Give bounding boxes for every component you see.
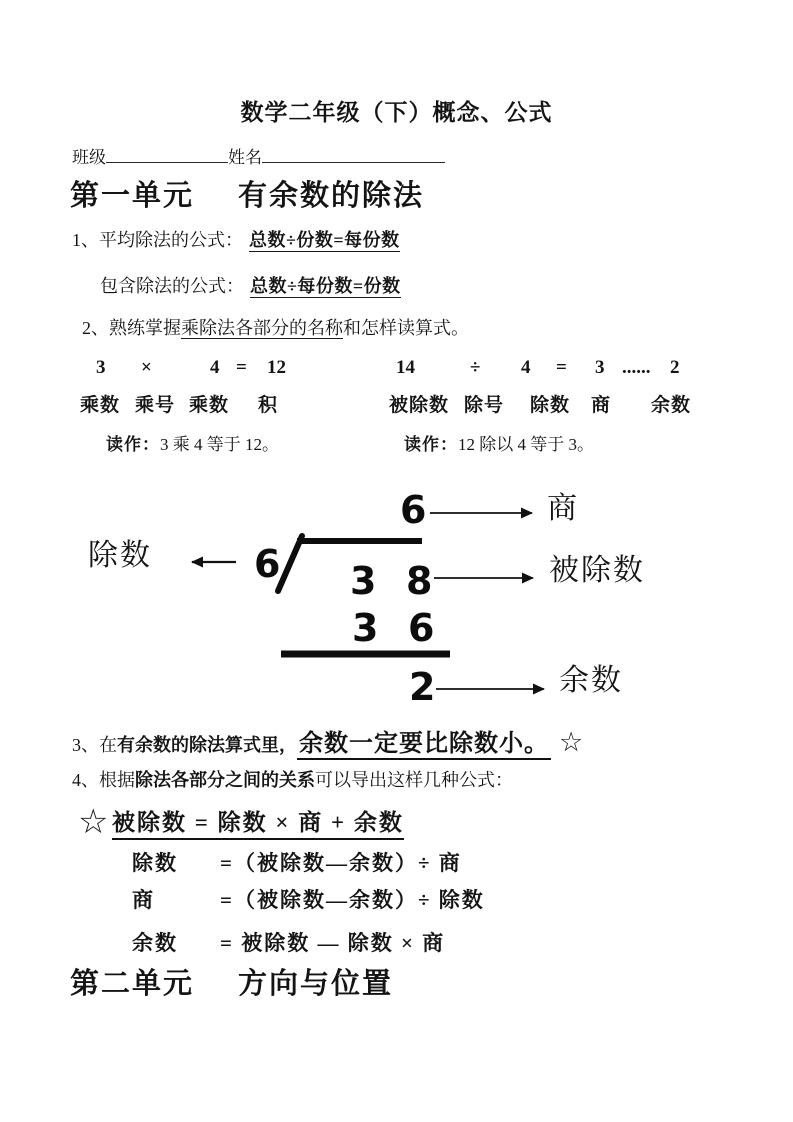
formula-quotient-rhs: =（被除数—余数）÷ 除数 [220, 888, 485, 912]
unit1-title: 有余数的除法 [238, 180, 425, 212]
figure-remainder-label: 余数 [559, 664, 623, 697]
page-title: 数学二年级（下）概念、公式 [240, 100, 553, 125]
mul-read-text: 3 乘 4 等于 12。 [160, 435, 279, 454]
item3-bold: 有余数的除法算式里， [117, 735, 297, 755]
div-label-dividend: 被除数 [389, 395, 450, 416]
item4-bold: 除法各部分之间的关系 [135, 770, 315, 790]
mul-factor-1: 3 [96, 357, 106, 378]
formula-divisor [132, 851, 462, 875]
class-name-line [72, 147, 445, 168]
mul-label-factor1: 乘数 [80, 395, 121, 416]
item4-line [72, 770, 513, 791]
mul-label-sign: 乘号 [135, 395, 176, 416]
formula-divisor-lhs: 除数 [132, 851, 178, 875]
figure-dividend-label: 被除数 [549, 554, 645, 587]
div-read-line [404, 435, 594, 455]
div-divisor: 4 [521, 357, 531, 378]
item1b-prefix: 包含除法的公式： [100, 276, 244, 296]
figure-quotient-digit: 6 [400, 488, 427, 532]
long-division-lines [0, 485, 793, 715]
multiply-sign: × [141, 357, 152, 378]
mul-equals-sign: = [236, 357, 247, 378]
formula-divisor-rhs: =（被除数—余数）÷ 商 [220, 851, 462, 875]
mul-label-product: 积 [258, 395, 279, 416]
formula-remainder-lhs: 余数 [132, 931, 178, 955]
division-bracket-slash [278, 536, 302, 591]
mul-factor-2: 4 [210, 357, 220, 378]
figure-product-tens: 3 [352, 606, 379, 650]
figure-remainder-digit: 2 [409, 665, 436, 709]
div-quotient: 3 [595, 357, 605, 378]
div-label-sign: 除号 [464, 395, 505, 416]
formula-quotient-lhs: 商 [132, 888, 155, 912]
unit1-number: 第一单元 [70, 180, 195, 212]
div-dividend: 14 [396, 357, 415, 378]
formula-dividend: 被除数 = 除数 × 商 + 余数 [112, 810, 404, 840]
figure-dividend-tens: 3 [350, 559, 377, 603]
mul-product: 12 [267, 357, 286, 378]
class-label: 班级 [72, 148, 106, 167]
mul-read-line [106, 435, 279, 455]
div-remainder: 2 [670, 357, 680, 378]
star-icon: ☆ [559, 727, 584, 757]
div-read-text: 12 除以 4 等于 3。 [458, 435, 594, 454]
div-equals-sign: = [556, 357, 567, 378]
mul-read-label: 读作： [106, 435, 160, 454]
item3-highlight-rule: 余数一定要比除数小。 [297, 731, 551, 760]
div-read-label: 读作： [404, 435, 458, 454]
remainder-dots: ...... [622, 357, 651, 378]
formula-quotient [132, 888, 485, 912]
class-blank-line [106, 147, 228, 163]
formula-remainder [132, 931, 445, 955]
item4-prefix: 4、根据 [72, 770, 135, 790]
item3-prefix: 3、在 [72, 735, 117, 755]
figure-product-ones: 6 [408, 606, 435, 650]
item2-line [82, 318, 469, 339]
mul-label-factor2: 乘数 [189, 395, 230, 416]
long-division-figure [0, 485, 793, 715]
star-icon: ☆ [78, 804, 109, 841]
unit1-heading [70, 180, 424, 213]
item1-line2 [100, 276, 401, 297]
item2-underlined: 乘除法各部分的名称 [181, 318, 343, 338]
unit2-heading [70, 968, 393, 1001]
name-blank-line [262, 147, 445, 163]
div-label-divisor: 除数 [530, 395, 571, 416]
div-label-quotient: 商 [591, 395, 612, 416]
figure-divisor-digit: 6 [254, 542, 281, 586]
item2-suffix: 和怎样读算式。 [343, 318, 469, 338]
item2-prefix: 2、熟练掌握 [82, 318, 181, 338]
unit2-title: 方向与位置 [238, 968, 394, 1000]
div-label-remainder: 余数 [651, 395, 692, 416]
item3-line [72, 727, 583, 759]
item1-formula: 总数÷份数=每份数 [249, 230, 400, 250]
divide-sign: ÷ [470, 357, 481, 378]
unit2-number: 第二单元 [70, 968, 195, 1000]
figure-divisor-label: 除数 [88, 539, 152, 572]
item4-suffix: 可以导出这样几种公式： [315, 770, 513, 790]
figure-quotient-label: 商 [547, 492, 579, 525]
item1b-formula: 总数÷每份数=份数 [250, 276, 401, 296]
name-label: 姓名 [228, 148, 262, 167]
formula-remainder-rhs: = 被除数 — 除数 × 商 [220, 931, 446, 955]
item1-prefix: 1、平均除法的公式： [72, 230, 243, 250]
item1-line1 [72, 230, 400, 251]
figure-dividend-ones: 8 [406, 559, 433, 603]
